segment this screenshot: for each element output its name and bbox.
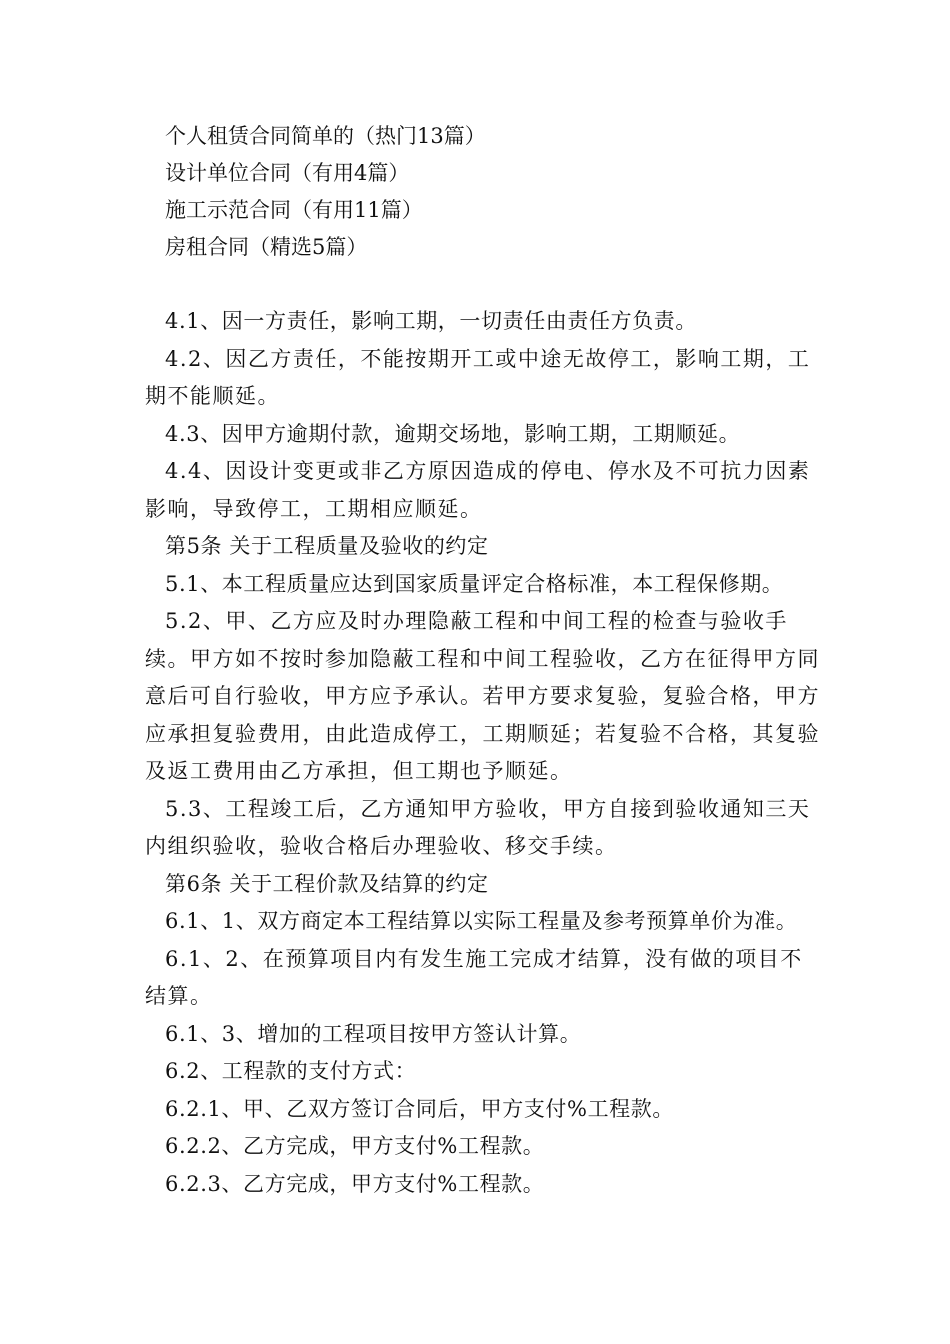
clause-4-3: 4.3、因甲方逾期付款，逾期交场地，影响工期，工期顺延。 (165, 421, 741, 446)
related-links (165, 118, 805, 266)
clause-5-3: 5.3、工程竣工后，乙方通知甲方验收，甲方自接到验收通知三天内组织验收，验收合格后办理验收、移交手续。 (145, 796, 811, 858)
article-5-heading: 第5条 关于工程质量及验收的约定 (165, 534, 489, 558)
clause-6-1-3: 6.1、3、增加的工程项目按甲方签认计算。 (165, 1021, 582, 1046)
clause-4-4: 4.4、因设计变更或非乙方原因造成的停电、停水及不可抗力因素影响，导致停工，工期相应顺延。 (145, 459, 811, 521)
related-link-4[interactable]: 房租合同（精选5篇） (165, 235, 368, 259)
clause-6-2-1: 6.2.1、甲、乙双方签订合同后，甲方支付%工程款。 (165, 1096, 674, 1121)
clause-6-1-2: 6.1、2、在预算项目内有发生施工完成才结算，没有做的项目不结算。 (145, 946, 803, 1008)
contract-body (145, 303, 825, 1203)
related-link-3[interactable]: 施工示范合同（有用11篇） (165, 198, 423, 222)
clause-5-1: 5.1、本工程质量应达到国家质量评定合格标准，本工程保修期。 (165, 571, 784, 596)
clause-4-1: 4.1、因一方责任，影响工期，一切责任由责任方负责。 (165, 309, 697, 333)
clause-6-1-1: 6.1、1、双方商定本工程结算以实际工程量及参考预算单价为准。 (165, 909, 798, 933)
clause-6-2: 6.2、工程款的支付方式： (165, 1059, 417, 1083)
article-6-heading: 第6条 关于工程价款及结算的约定 (165, 871, 489, 896)
clause-5-2: 5.2、甲、乙方应及时办理隐蔽工程和中间工程的检查与验收手续。甲方如不按时参加隐蔽工程和中间工程验收，乙方在征得甲方同意后可自行验收，甲方应予承认。若甲方要求复验，复验合格，甲方应承担复验费用，由此造成停工，工期顺延；若复验不合格，其复验及返工费用由乙方承担，但工期也予顺延。 (145, 609, 820, 783)
clause-6-2-2: 6.2.2、乙方完成，甲方支付%工程款。 (165, 1134, 545, 1158)
related-link-1[interactable]: 个人租赁合同简单的（热门13篇） (165, 124, 486, 148)
related-link-2[interactable]: 设计单位合同（有用4篇） (165, 161, 410, 185)
clause-6-2-3: 6.2.3、乙方完成，甲方支付%工程款。 (165, 1171, 545, 1196)
clause-4-2: 4.2、因乙方责任，不能按期开工或中途无故停工，影响工期，工期不能顺延。 (145, 346, 811, 408)
